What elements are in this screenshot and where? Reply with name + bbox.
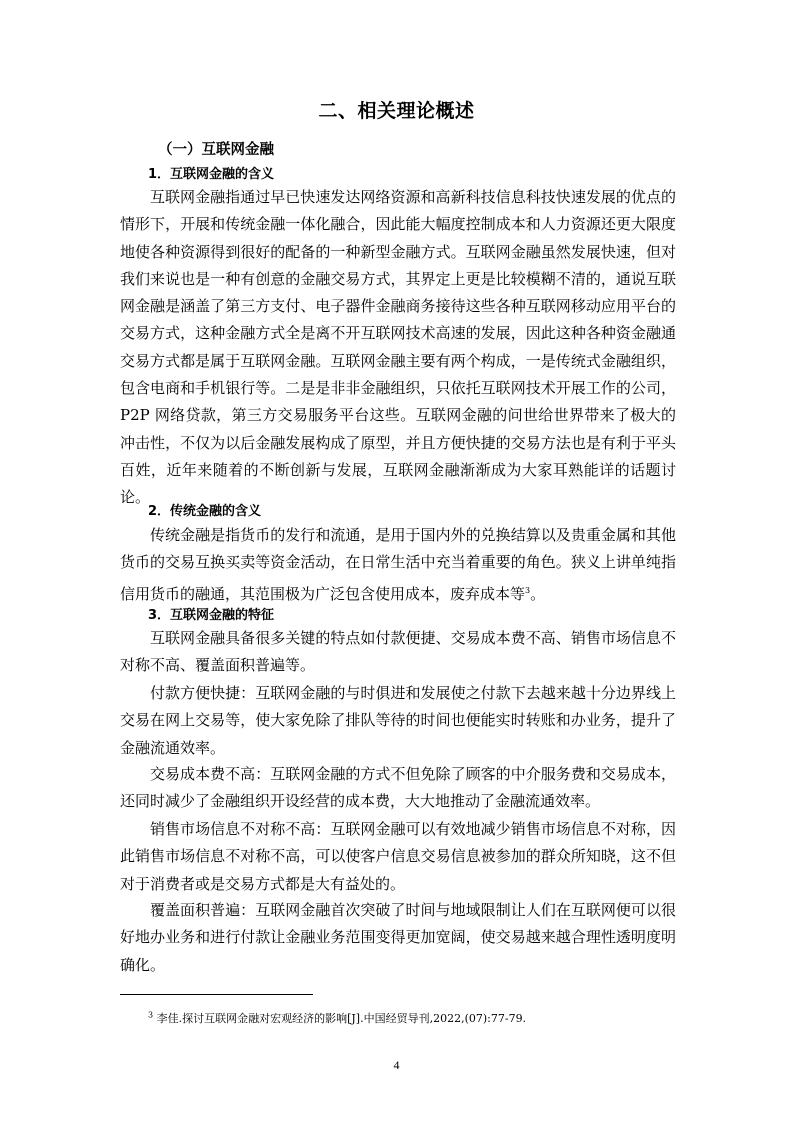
footnote-mark: 3 bbox=[148, 1010, 154, 1020]
paragraph-text: 传统金融是指货币的发行和流通，是用于国内外的兑换结算以及贵重金属和其他货币的交易互换买卖等资金活动，在日常生活中充当着重要的角色。狭义上讲单纯指信用货币的融通，其范围极为广泛包含使用成本，废弃成本等 bbox=[120, 526, 676, 603]
paragraph: 交易成本费不高：互联网金融的方式不但免除了顾客的中介服务费和交易成本，还同时减少了金融组织开设经营的成本费，大大地推动了金融流通效率。 bbox=[120, 765, 676, 811]
section-heading: （一）互联网金融 bbox=[158, 142, 274, 158]
paragraph: 覆盖面积普遍：互联网金融首次突破了时间与地域限制让人们在互联网便可以很好地办业务和进行付款让金融业务范围变得更加宽阔，使交易越来越合理性透明度明确化。 bbox=[120, 901, 676, 974]
paragraph: 互联网金融具备很多关键的特点如付款便捷、交易成本费不高、销售市场信息不对称不高、覆盖面积普遍等。 bbox=[120, 629, 676, 675]
footnote-divider bbox=[120, 994, 313, 995]
paragraph: 互联网金融指通过早已快速发达网络资源和高新科技信息科技快速发展的优点的情形下，开展和传统金融一体化融合，因此能大幅度控制成本和人力资源还更大限度地使各种资源得到很好的配备的一种新型金融方式。互联网金融虽然发展快速，但对我们来说也是一种有创意的金融交易方式，其界定上更是比较模糊不清的，通说互联网金融是涵盖了第三方支付、电子器件金融商务接待这些各种互联网移动应用平台的交易方式，这种金融方式全是离不开互联网技术高速的发展，因此这种各种资金融通交易方式都是属于互联网金融。互联网金融主要有两个构成，一是传统式金融组织，包含电商和手机银行等。二是是非非金融组织，只依托互联网技术开展工作的公司，P2P 网络贷款，第三方交易服务平台这些。互联网金融的问世给世界带来了极大的冲击性，不仅为以后金融发展构成了原型，并且方便快捷的交易方法也是有利于平头百姓，近年来随着的不断创新与发展，互联网金融渐渐成为大家耳熟能详的话题讨论。 bbox=[120, 188, 676, 507]
chapter-title: 二、相关理论概述 bbox=[318, 100, 475, 122]
subsection-heading-2: 2．传统金融的含义 bbox=[148, 504, 262, 519]
footnote-text: 李佳.探讨互联网金融对宏观经济的影响[J].中国经贸导刊,2022,(07):77-79. bbox=[156, 1012, 527, 1025]
paragraph bbox=[120, 522, 676, 608]
page-number: 4 bbox=[393, 1058, 400, 1072]
subsection-heading-1: 1．互联网金融的含义 bbox=[148, 167, 275, 182]
subsection-heading-3: 3．互联网金融的特征 bbox=[148, 608, 275, 623]
paragraph-text-end: 。 bbox=[530, 584, 546, 603]
footnote bbox=[148, 1010, 526, 1026]
paragraph: 销售市场信息不对称不高：互联网金融可以有效地减少销售市场信息不对称，因此销售市场信息不对称不高，可以使客户信息交易信息被参加的群众所知晓，这不但对于消费者或是交易方式都是大有益处的。 bbox=[120, 820, 676, 893]
footnote-ref: 3 bbox=[525, 585, 531, 595]
paragraph: 付款方便快捷：互联网金融的与时俱进和发展使之付款下去越来越十分边界线上交易在网上交易等，使大家免除了排队等待的时间也便能实时转账和办业务，提升了金融流通效率。 bbox=[120, 684, 676, 757]
